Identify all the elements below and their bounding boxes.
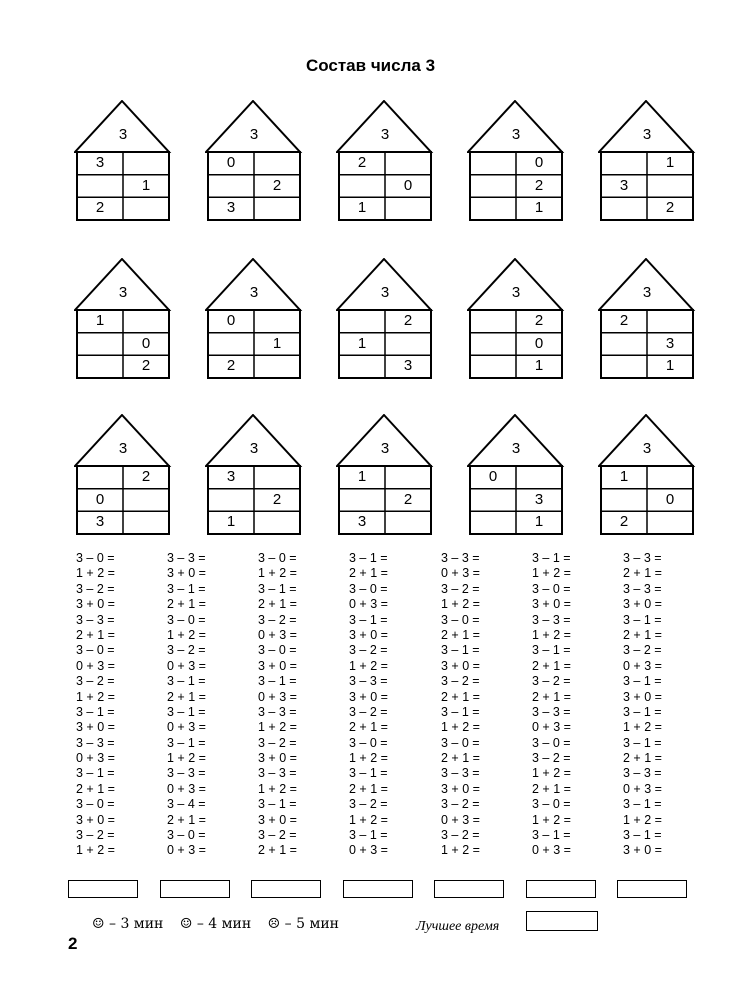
equation: 3 – 3 = bbox=[623, 581, 662, 596]
time-box[interactable] bbox=[617, 880, 687, 898]
equation: 3 – 3 = bbox=[258, 704, 297, 719]
equation-column bbox=[258, 551, 328, 859]
equation: 3 – 2 = bbox=[258, 612, 297, 627]
house-cell[interactable] bbox=[385, 466, 431, 488]
equation: 3 – 3 = bbox=[532, 612, 571, 627]
house-cell[interactable]: 0 bbox=[534, 334, 544, 352]
equation: 3 – 3 = bbox=[623, 766, 662, 781]
house-cell[interactable] bbox=[470, 511, 516, 533]
equation: 3 – 0 = bbox=[441, 612, 480, 627]
equation: 1 + 2 = bbox=[349, 812, 388, 827]
house-cell[interactable] bbox=[470, 310, 516, 332]
house-cell[interactable]: 3 bbox=[357, 513, 367, 531]
house-cell[interactable]: 3 bbox=[403, 357, 413, 375]
house-cell[interactable]: 3 bbox=[619, 176, 629, 194]
house-cell[interactable] bbox=[516, 466, 562, 488]
house-cell[interactable]: 3 bbox=[534, 490, 544, 508]
equation: 0 + 3 = bbox=[76, 658, 115, 673]
house-roof-number: 3 bbox=[249, 440, 259, 457]
equation: 0 + 3 = bbox=[167, 843, 206, 858]
house-cell[interactable] bbox=[254, 310, 300, 332]
house-cell[interactable] bbox=[601, 333, 647, 355]
house-cell[interactable]: 3 bbox=[95, 154, 105, 171]
house-cell[interactable]: 2 bbox=[141, 468, 151, 485]
house-cell[interactable]: 1 bbox=[619, 468, 629, 485]
equation: 2 + 1 = bbox=[258, 843, 297, 858]
equation: 0 + 3 = bbox=[167, 720, 206, 735]
house-cell[interactable]: 2 bbox=[272, 490, 282, 508]
house-cell[interactable]: 0 bbox=[534, 154, 544, 171]
house-cell[interactable]: 2 bbox=[619, 513, 629, 531]
house-cell[interactable] bbox=[647, 466, 693, 488]
equation: 3 – 2 = bbox=[441, 797, 480, 812]
equation: 3 + 0 = bbox=[532, 597, 571, 612]
equation: 3 + 0 = bbox=[349, 689, 388, 704]
house-cell[interactable]: 0 bbox=[488, 468, 498, 485]
house-roof-number: 3 bbox=[380, 284, 390, 301]
equation-column bbox=[349, 551, 419, 859]
equation: 3 – 1 = bbox=[349, 551, 388, 565]
house-cell[interactable] bbox=[77, 355, 123, 377]
equation: 1 + 2 = bbox=[532, 766, 571, 781]
equation: 3 – 1 = bbox=[167, 704, 206, 719]
house-cell[interactable] bbox=[123, 489, 169, 511]
equation-column bbox=[441, 551, 511, 859]
house-roof-number: 3 bbox=[642, 284, 652, 301]
house-roof-number: 3 bbox=[380, 440, 390, 457]
house-cell[interactable] bbox=[254, 511, 300, 533]
equation: 3 – 1 = bbox=[167, 674, 206, 689]
equation: 3 – 1 = bbox=[167, 735, 206, 750]
house-cell[interactable]: 1 bbox=[357, 468, 367, 485]
equation: 3 + 0 = bbox=[258, 812, 297, 827]
house bbox=[467, 100, 563, 224]
equation: 1 + 2 = bbox=[76, 689, 115, 704]
equation: 1 + 2 = bbox=[441, 843, 480, 858]
equation: 3 – 3 = bbox=[349, 674, 388, 689]
house-cell[interactable]: 2 bbox=[141, 357, 151, 375]
equation: 3 – 2 = bbox=[258, 735, 297, 750]
house-roof-number: 3 bbox=[249, 284, 259, 301]
house-cell[interactable]: 2 bbox=[95, 199, 105, 217]
equation: 3 – 2 = bbox=[623, 643, 662, 658]
house-cell[interactable] bbox=[601, 355, 647, 377]
equation: 1 + 2 = bbox=[623, 812, 662, 827]
house bbox=[205, 100, 301, 224]
equation: 3 – 1 = bbox=[258, 674, 297, 689]
house-cell[interactable] bbox=[339, 489, 385, 511]
equation: 1 + 2 = bbox=[441, 720, 480, 735]
equation: 2 + 1 = bbox=[167, 597, 206, 612]
equation: 3 – 2 = bbox=[349, 797, 388, 812]
best-time-box[interactable] bbox=[526, 911, 598, 931]
house-cell[interactable]: 1 bbox=[534, 513, 544, 531]
time-legend bbox=[92, 916, 351, 932]
equation: 2 + 1 = bbox=[167, 812, 206, 827]
equation: 2 + 1 = bbox=[532, 689, 571, 704]
house-roof-number: 3 bbox=[118, 126, 128, 143]
house-cell[interactable] bbox=[601, 152, 647, 174]
equation-column bbox=[623, 551, 693, 859]
equation: 2 + 1 = bbox=[349, 720, 388, 735]
equation: 3 – 1 = bbox=[623, 735, 662, 750]
house-cell[interactable] bbox=[470, 175, 516, 197]
equation: 1 + 2 = bbox=[441, 597, 480, 612]
house-cell[interactable]: 0 bbox=[226, 154, 236, 171]
equation: 3 – 1 = bbox=[167, 581, 206, 596]
equation: 3 – 1 = bbox=[532, 551, 571, 565]
house-cell[interactable]: 0 bbox=[226, 312, 236, 329]
equation: 1 + 2 = bbox=[532, 627, 571, 642]
legend-item-medium: ☺ – 4 мин bbox=[179, 916, 252, 932]
page-title: Состав числа 3 bbox=[305, 56, 436, 75]
equation: 2 + 1 = bbox=[532, 658, 571, 673]
equation: 3 – 3 = bbox=[258, 766, 297, 781]
equation: 3 – 2 = bbox=[349, 704, 388, 719]
equation: 1 + 2 = bbox=[258, 781, 297, 796]
house-cell[interactable] bbox=[123, 152, 169, 174]
equation: 3 – 1 = bbox=[441, 643, 480, 658]
house-roof-number: 3 bbox=[511, 284, 521, 301]
house-cell[interactable] bbox=[77, 333, 123, 355]
equation: 2 + 1 = bbox=[441, 627, 480, 642]
equation: 1 + 2 = bbox=[532, 812, 571, 827]
house-cell[interactable]: 2 bbox=[272, 176, 282, 194]
equation: 3 – 1 = bbox=[349, 828, 388, 843]
house bbox=[205, 258, 301, 382]
time-box[interactable] bbox=[160, 880, 230, 898]
house bbox=[336, 258, 432, 382]
equation: 3 – 0 = bbox=[349, 735, 388, 750]
equation: 3 – 0 = bbox=[258, 643, 297, 658]
equation: 1 + 2 = bbox=[167, 627, 206, 642]
house-cell[interactable]: 1 bbox=[272, 334, 282, 352]
house-cell[interactable]: 3 bbox=[665, 334, 675, 352]
house-cell[interactable]: 1 bbox=[357, 199, 367, 217]
house bbox=[205, 414, 301, 538]
time-box[interactable] bbox=[68, 880, 138, 898]
equation: 3 – 2 = bbox=[76, 828, 115, 843]
house-roof-number: 3 bbox=[380, 126, 390, 143]
equation: 0 + 3 = bbox=[167, 781, 206, 796]
house-cell[interactable]: 3 bbox=[95, 513, 105, 531]
equation: 3 – 4 = bbox=[167, 797, 206, 812]
house-roof-number: 3 bbox=[249, 126, 259, 143]
house-roof-number: 3 bbox=[642, 126, 652, 143]
legend-item-fast: ☺ – 3 мин bbox=[92, 916, 164, 932]
equation: 0 + 3 = bbox=[623, 658, 662, 673]
equation: 3 – 0 = bbox=[76, 643, 115, 658]
house-cell[interactable] bbox=[208, 175, 254, 197]
equation: 3 – 2 = bbox=[76, 581, 115, 596]
equation: 3 – 3 = bbox=[441, 766, 480, 781]
house-cell[interactable] bbox=[470, 152, 516, 174]
equation: 3 – 3 = bbox=[532, 704, 571, 719]
equation: 3 – 1 = bbox=[532, 643, 571, 658]
equation: 3 + 0 = bbox=[76, 597, 115, 612]
equation: 3 – 2 = bbox=[441, 828, 480, 843]
house-cell[interactable]: 2 bbox=[534, 176, 544, 194]
best-time-label: Лучшее время bbox=[416, 919, 500, 934]
equation: 3 – 2 = bbox=[349, 643, 388, 658]
equation: 3 – 0 = bbox=[76, 797, 115, 812]
equation: 3 – 0 = bbox=[532, 735, 571, 750]
house-cell[interactable]: 0 bbox=[95, 490, 105, 508]
equation: 3 – 2 = bbox=[441, 581, 480, 596]
page-number: 2 bbox=[68, 934, 78, 953]
equation: 0 + 3 = bbox=[349, 597, 388, 612]
equation: 3 – 3 = bbox=[623, 551, 662, 565]
house-cell[interactable]: 1 bbox=[357, 334, 367, 352]
equation: 2 + 1 = bbox=[76, 781, 115, 796]
equation: 3 – 0 = bbox=[167, 828, 206, 843]
equation: 3 – 1 = bbox=[258, 581, 297, 596]
equation-column bbox=[76, 551, 146, 859]
house-cell[interactable]: 0 bbox=[141, 334, 151, 352]
house bbox=[598, 100, 694, 224]
house-cell[interactable]: 0 bbox=[403, 176, 413, 194]
equation: 3 – 0 = bbox=[167, 612, 206, 627]
house-cell[interactable] bbox=[647, 310, 693, 332]
equation: 2 + 1 = bbox=[349, 566, 388, 581]
house bbox=[467, 414, 563, 538]
equation: 3 – 1 = bbox=[623, 674, 662, 689]
equation: 3 – 1 = bbox=[76, 766, 115, 781]
equation-column bbox=[167, 551, 237, 859]
equation: 2 + 1 = bbox=[441, 689, 480, 704]
time-box[interactable] bbox=[251, 880, 321, 898]
house-cell[interactable] bbox=[647, 175, 693, 197]
equation: 0 + 3 = bbox=[76, 751, 115, 766]
equation: 3 + 0 = bbox=[623, 843, 662, 858]
house-cell[interactable]: 1 bbox=[226, 513, 236, 531]
equation: 3 – 0 = bbox=[349, 581, 388, 596]
house-roof-number: 3 bbox=[118, 284, 128, 301]
equation: 3 – 1 = bbox=[623, 797, 662, 812]
house-cell[interactable] bbox=[254, 152, 300, 174]
house-cell[interactable]: 2 bbox=[403, 490, 413, 508]
house-roof-number: 3 bbox=[511, 440, 521, 457]
equation: 3 + 0 = bbox=[76, 812, 115, 827]
equation: 1 + 2 = bbox=[258, 720, 297, 735]
equation: 2 + 1 = bbox=[441, 751, 480, 766]
house-roof-number: 3 bbox=[118, 440, 128, 457]
house bbox=[74, 258, 170, 382]
house-cell[interactable]: 1 bbox=[665, 357, 675, 375]
equation: 1 + 2 = bbox=[258, 566, 297, 581]
equation: 0 + 3 = bbox=[258, 627, 297, 642]
house-cell[interactable] bbox=[254, 355, 300, 377]
equation: 3 – 2 = bbox=[532, 674, 571, 689]
house-cell[interactable] bbox=[647, 511, 693, 533]
house-cell[interactable]: 1 bbox=[534, 199, 544, 217]
equation: 3 – 0 = bbox=[258, 551, 297, 565]
equation: 3 – 1 = bbox=[258, 797, 297, 812]
equation: 0 + 3 = bbox=[167, 658, 206, 673]
equation: 1 + 2 = bbox=[623, 720, 662, 735]
equation: 2 + 1 = bbox=[623, 566, 662, 581]
house-cell[interactable] bbox=[254, 197, 300, 219]
house-cell[interactable] bbox=[254, 466, 300, 488]
equation: 2 + 1 = bbox=[167, 689, 206, 704]
equation: 0 + 3 = bbox=[532, 843, 571, 858]
equation: 2 + 1 = bbox=[532, 781, 571, 796]
equation: 3 – 2 = bbox=[258, 828, 297, 843]
house-cell[interactable]: 2 bbox=[357, 154, 367, 171]
house-cell[interactable]: 2 bbox=[534, 312, 544, 329]
equation: 3 – 0 = bbox=[532, 797, 571, 812]
time-box[interactable] bbox=[434, 880, 504, 898]
time-box[interactable] bbox=[343, 880, 413, 898]
house bbox=[74, 414, 170, 538]
equation: 0 + 3 = bbox=[258, 689, 297, 704]
equation: 3 + 0 = bbox=[623, 597, 662, 612]
time-box[interactable] bbox=[526, 880, 596, 898]
equation: 1 + 2 = bbox=[76, 566, 115, 581]
equation: 3 – 3 = bbox=[76, 612, 115, 627]
house-cell[interactable] bbox=[470, 355, 516, 377]
house-cell[interactable]: 2 bbox=[619, 312, 629, 329]
equation: 3 + 0 = bbox=[167, 566, 206, 581]
house-cell[interactable] bbox=[470, 333, 516, 355]
house bbox=[467, 258, 563, 382]
house-cell[interactable] bbox=[123, 511, 169, 533]
equation: 2 + 1 = bbox=[258, 597, 297, 612]
house bbox=[598, 258, 694, 382]
equation: 1 + 2 = bbox=[167, 751, 206, 766]
house bbox=[336, 414, 432, 538]
equation: 3 – 1 = bbox=[623, 704, 662, 719]
equation: 0 + 3 = bbox=[623, 781, 662, 796]
house-cell[interactable]: 0 bbox=[665, 490, 675, 508]
equation: 3 – 2 = bbox=[532, 751, 571, 766]
equation: 1 + 2 = bbox=[349, 751, 388, 766]
equation: 3 + 0 = bbox=[623, 689, 662, 704]
equation: 3 – 1 = bbox=[623, 612, 662, 627]
equation: 2 + 1 = bbox=[76, 627, 115, 642]
house-roof-number: 3 bbox=[642, 440, 652, 457]
equation: 1 + 2 = bbox=[76, 843, 115, 858]
house-cell[interactable] bbox=[385, 152, 431, 174]
house-cell[interactable]: 2 bbox=[226, 357, 236, 375]
equation: 3 – 1 = bbox=[349, 766, 388, 781]
equation: 3 – 2 = bbox=[76, 674, 115, 689]
house-cell[interactable]: 1 bbox=[141, 176, 151, 194]
house-cell[interactable] bbox=[208, 333, 254, 355]
equation: 2 + 1 = bbox=[623, 751, 662, 766]
house-cell[interactable] bbox=[208, 489, 254, 511]
house-cell[interactable] bbox=[601, 489, 647, 511]
house-cell[interactable] bbox=[601, 197, 647, 219]
equation: 3 + 0 = bbox=[76, 720, 115, 735]
equation: 3 + 0 = bbox=[258, 751, 297, 766]
equation: 3 – 0 = bbox=[76, 551, 115, 565]
equation: 3 – 2 = bbox=[167, 643, 206, 658]
house-cell[interactable]: 3 bbox=[226, 468, 236, 485]
house bbox=[336, 100, 432, 224]
equation: 3 – 0 = bbox=[532, 581, 571, 596]
house-cell[interactable] bbox=[339, 175, 385, 197]
equation: 3 – 1 = bbox=[532, 828, 571, 843]
equation: 0 + 3 = bbox=[349, 843, 388, 858]
house-cell[interactable] bbox=[385, 511, 431, 533]
equation: 1 + 2 = bbox=[349, 658, 388, 673]
equation: 3 + 0 = bbox=[258, 658, 297, 673]
equation: 3 – 1 = bbox=[441, 704, 480, 719]
house-cell[interactable]: 1 bbox=[95, 312, 105, 329]
house-cell[interactable] bbox=[123, 197, 169, 219]
house-cell[interactable] bbox=[77, 175, 123, 197]
house-cell[interactable]: 3 bbox=[226, 199, 236, 217]
house-cell[interactable]: 2 bbox=[665, 199, 675, 217]
equation: 3 – 3 = bbox=[441, 551, 480, 565]
equation: 0 + 3 = bbox=[532, 720, 571, 735]
house bbox=[598, 414, 694, 538]
house-cell[interactable]: 1 bbox=[534, 357, 544, 375]
equation: 3 – 1 = bbox=[623, 828, 662, 843]
house-cell[interactable] bbox=[470, 197, 516, 219]
house-cell[interactable] bbox=[385, 197, 431, 219]
equation: 2 + 1 = bbox=[349, 781, 388, 796]
equation: 3 – 2 = bbox=[441, 674, 480, 689]
equation: 3 + 0 = bbox=[441, 658, 480, 673]
legend-item-slow: ☹ – 5 мин bbox=[267, 916, 340, 932]
house bbox=[74, 100, 170, 224]
house-roof-number: 3 bbox=[511, 126, 521, 143]
house-cell[interactable] bbox=[123, 310, 169, 332]
equation: 3 – 3 = bbox=[167, 551, 206, 565]
equation-column bbox=[532, 551, 602, 859]
house-cell[interactable] bbox=[470, 489, 516, 511]
house-cell[interactable] bbox=[77, 466, 123, 488]
house-cell[interactable] bbox=[339, 355, 385, 377]
equation: 3 – 3 = bbox=[167, 766, 206, 781]
equation: 3 – 3 = bbox=[76, 735, 115, 750]
equation: 3 + 0 = bbox=[441, 781, 480, 796]
equation: 3 – 1 = bbox=[349, 612, 388, 627]
house-cell[interactable] bbox=[385, 333, 431, 355]
equation: 3 + 0 = bbox=[349, 627, 388, 642]
equation: 0 + 3 = bbox=[441, 566, 480, 581]
equation: 1 + 2 = bbox=[532, 566, 571, 581]
equation: 2 + 1 = bbox=[623, 627, 662, 642]
house-cell[interactable]: 2 bbox=[403, 312, 413, 329]
equation: 0 + 3 = bbox=[441, 812, 480, 827]
equation: 3 – 1 = bbox=[76, 704, 115, 719]
house-cell[interactable] bbox=[339, 310, 385, 332]
equation: 3 – 0 = bbox=[441, 735, 480, 750]
house-cell[interactable]: 1 bbox=[665, 154, 675, 171]
